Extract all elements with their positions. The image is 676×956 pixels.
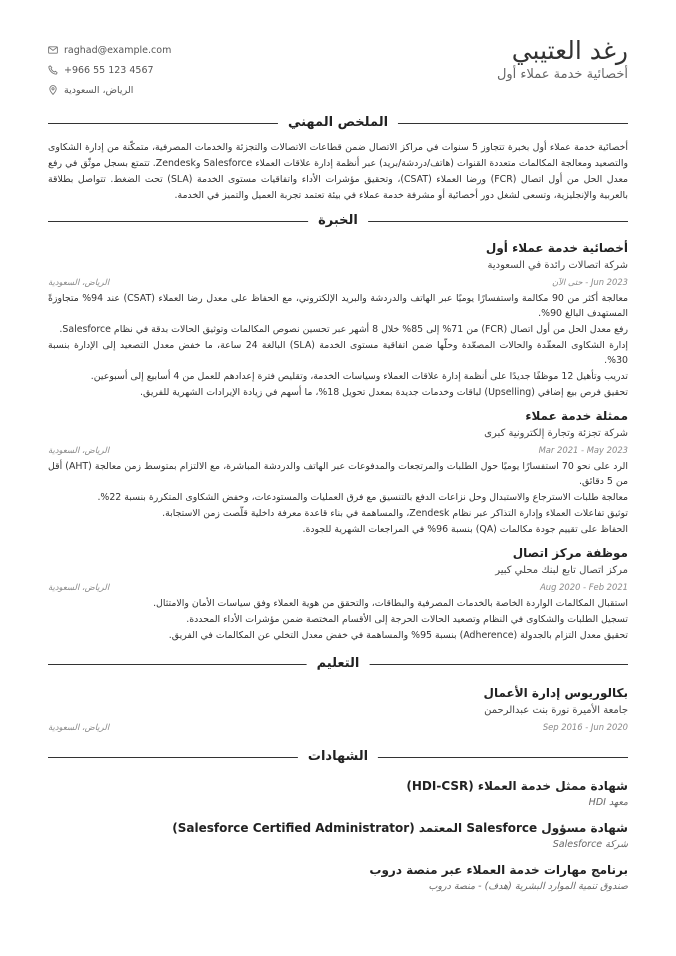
bullet-item: تسجيل الطلبات والشكاوى في النظام وتصعيد الحالات الحرجة إلى الأقسام المختصة ضمن مؤشرات الأداء المحددة. bbox=[186, 614, 628, 625]
person-role: أخصائية خدمة عملاء أول bbox=[496, 67, 628, 82]
section-title: الملخص المهني bbox=[278, 112, 398, 134]
bullet-item: تدريب وتأهيل 12 موظفًا جديدًا على أنظمة إدارة علاقات العملاء وسياسات الخدمة، وتقليص فترة إعدادهم للعمل من 4 أسابيع إلى أسبوعين. bbox=[90, 371, 628, 382]
job-meta bbox=[48, 580, 628, 594]
job-dates: Jun 2023 - حتى الآن bbox=[551, 277, 628, 287]
bullet-item: معالجة أكثر من 90 مكالمة واستفسارًا يوميًا عبر الهاتف والدردشة والبريد الإلكتروني، مع الحفاظ على معدل رضا العملاء (CSAT) عند 94% متجاوزةً المستهدف البالغ 90%. bbox=[48, 293, 628, 319]
bullet-item: معالجة طلبات الاسترجاع والاستبدال وحل نزاعات الدفع بالتنسيق مع فرق العمليات والمستودعات، وخفض الشكاوى المتكررة بنسبة 22%. bbox=[97, 492, 628, 503]
contact-email[interactable] bbox=[48, 40, 171, 60]
bullet-item: إدارة الشكاوى المعقّدة والحالات المصعّدة وحلّها ضمن اتفاقية مستوى الخدمة (SLA) البالغة 24 ساعة، ما خفض معدل التصعيد إلى الإدارة بنسبة 30%. bbox=[48, 340, 628, 366]
certification-entry bbox=[48, 778, 628, 810]
job-location: الرياض، السعودية bbox=[48, 277, 110, 287]
phone-icon bbox=[48, 65, 58, 75]
bullet-item: تحقيق معدل التزام بالجدولة (Adherence) بنسبة 95% والمساهمة في خفض معدل التخلي عن المكالمات في الفريق. bbox=[168, 630, 628, 641]
job-bullets bbox=[48, 291, 628, 400]
job-dates: Aug 2020 - Feb 2021 bbox=[540, 582, 628, 592]
bullet-item: استقبال المكالمات الواردة الخاصة بالخدمات المصرفية والبطاقات، والتحقق من هوية العملاء وفق سياسات الأمان والامتثال. bbox=[153, 598, 628, 609]
certification-entry bbox=[48, 820, 628, 852]
job-dates: Mar 2021 - May 2023 bbox=[538, 445, 628, 455]
job-company: مركز اتصال تابع لبنك محلي كبير bbox=[495, 565, 628, 576]
section-title: التعليم bbox=[307, 653, 370, 675]
education-location: الرياض، السعودية bbox=[48, 722, 110, 732]
mail-icon bbox=[48, 45, 58, 55]
job-bullets bbox=[48, 596, 628, 643]
job-title: أخصائية خدمة عملاء أول bbox=[485, 241, 628, 255]
certification-issuer: شركة Salesforce bbox=[552, 839, 628, 850]
location-pin-icon bbox=[48, 85, 58, 95]
job-bullets bbox=[48, 459, 628, 537]
bullet-item: الرد على نحو 70 استفسارًا يوميًا حول الطلبات والمرتجعات والمدفوعات عبر الهاتف والدردشة المباشرة، مع الالتزام بمتوسط زمن معالجة (AHT) أقل من 5 دقائق. bbox=[48, 461, 628, 487]
job-company: شركة اتصالات رائدة في السعودية bbox=[487, 260, 628, 271]
job-entry bbox=[48, 240, 628, 400]
person-name: رغد العتيبي bbox=[511, 36, 628, 65]
job-title: موظفة مركز اتصال bbox=[512, 546, 628, 560]
section-title: الشهادات bbox=[298, 746, 378, 768]
resume-page bbox=[48, 36, 628, 894]
bullet-item: الحفاظ على تقييم جودة مكالمات (QA) بنسبة 96% في المراجعات الشهرية للجودة. bbox=[302, 524, 628, 535]
section-title: الخبرة bbox=[308, 210, 368, 232]
bullet-item: رفع معدل الحل من أول اتصال (FCR) من 71% إلى 85% خلال 8 أشهر عبر تحسين نصوص المكالمات وتوثيق الحالات بدقة في نظام Salesforce. bbox=[59, 324, 628, 335]
job-title: ممثلة خدمة عملاء bbox=[525, 409, 628, 423]
section-heading-experience bbox=[48, 210, 628, 232]
job-entry bbox=[48, 545, 628, 643]
certification-issuer: معهد HDI bbox=[588, 797, 628, 808]
section-heading-education bbox=[48, 653, 628, 675]
section-heading-summary bbox=[48, 112, 628, 134]
bullet-item: تحقيق فرص بيع إضافي (Upselling) لباقات وخدمات جديدة بمعدل تحويل 18%، ما أسهم في زيادة الإيرادات الشهرية للفريق. bbox=[140, 387, 628, 398]
resume-header bbox=[48, 36, 628, 106]
school-name: جامعة الأميرة نورة بنت عبدالرحمن bbox=[484, 705, 628, 716]
phone-text: +966 55 123 4567 bbox=[64, 64, 154, 76]
job-location: الرياض، السعودية bbox=[48, 582, 110, 592]
education-entry bbox=[48, 685, 628, 734]
job-meta bbox=[48, 275, 628, 289]
job-meta bbox=[48, 443, 628, 457]
contact-location bbox=[48, 80, 171, 100]
summary-text: أخصائية خدمة عملاء أول بخبرة تتجاوز 5 سنوات في مراكز الاتصال ضمن قطاعات الاتصالات والتجزئة والخدمات المصرفية، متمكّنة من إدارة الشكاوى والتصعيد ومعالجة المكالمات متعددة القنوات (هاتف/دردشة/بريد) عبر أنظمة إدارة علاقات العملاء Salesforce وZendesk. تتمتع بسجل موثّق في رفع معدل الحل من أول اتصال (FCR) ورضا العملاء (CSAT)، وتحقيق مؤشرات الأداء واتفاقيات مستوى الخدمة (SLA) تحت الضغط. تتواصل بطلاقة بالعربية والإنجليزية، وتسعى لشغل دور أخصائية أو مشرفة خدمة عملاء في بيئة تعتمد تجربة العميل والتميز في الخدمة. bbox=[48, 142, 628, 201]
contact-list bbox=[48, 40, 171, 100]
contact-phone[interactable] bbox=[48, 60, 171, 80]
job-company: شركة تجزئة وتجارة إلكترونية كبرى bbox=[484, 428, 628, 439]
certification-name: شهادة مسؤول Salesforce المعتمد (Salesforce Certified Administrator) bbox=[172, 821, 628, 835]
certification-name: برنامج مهارات خدمة العملاء عبر منصة دروب bbox=[369, 863, 628, 877]
job-location: الرياض، السعودية bbox=[48, 445, 110, 455]
certification-entry bbox=[48, 862, 628, 894]
section-heading-certifications bbox=[48, 746, 628, 768]
education-dates: Sep 2016 - Jun 2020 bbox=[542, 722, 628, 732]
certification-name: شهادة ممثل خدمة العملاء (HDI-CSR) bbox=[406, 779, 628, 793]
location-text: الرياض، السعودية bbox=[64, 84, 134, 96]
bullet-item: توثيق تفاعلات العملاء وإدارة التذاكر عبر نظام Zendesk، والمساهمة في بناء قاعدة معرفة داخلية قلّصت زمن الاستجابة. bbox=[162, 508, 628, 519]
email-text: raghad@example.com bbox=[64, 44, 172, 56]
degree-title: بكالوريوس إدارة الأعمال bbox=[483, 686, 628, 700]
job-entry bbox=[48, 408, 628, 537]
certification-issuer: صندوق تنمية الموارد البشرية (هدف) - منصة دروب bbox=[428, 881, 628, 892]
education-meta bbox=[48, 720, 628, 734]
